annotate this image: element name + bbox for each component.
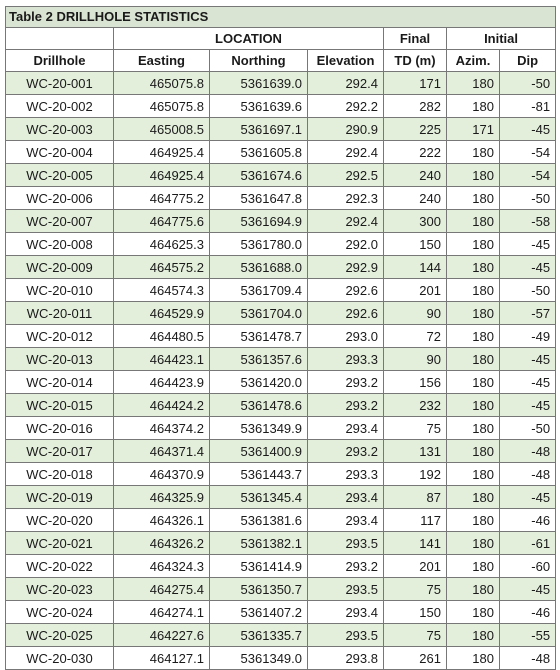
easting-cell: 464925.4 <box>114 141 210 164</box>
td-cell: 232 <box>384 394 447 417</box>
td-cell: 75 <box>384 417 447 440</box>
azimuth-cell: 180 <box>447 509 500 532</box>
easting-cell: 464374.2 <box>114 417 210 440</box>
table-row <box>6 440 556 463</box>
td-cell: 240 <box>384 164 447 187</box>
td-cell: 201 <box>384 279 447 302</box>
azimuth-cell: 180 <box>447 532 500 555</box>
easting-cell: 464371.4 <box>114 440 210 463</box>
easting-cell: 464423.1 <box>114 348 210 371</box>
azimuth-cell: 180 <box>447 187 500 210</box>
dip-cell: -45 <box>500 233 556 256</box>
td-cell: 192 <box>384 463 447 486</box>
azimuth-cell: 180 <box>447 578 500 601</box>
table-body <box>6 72 556 670</box>
elevation-cell: 293.5 <box>308 624 384 647</box>
drillhole-cell: WC-20-001 <box>6 72 114 95</box>
dip-cell: -45 <box>500 118 556 141</box>
table-row <box>6 417 556 440</box>
td-cell: 90 <box>384 302 447 325</box>
drillhole-cell: WC-20-017 <box>6 440 114 463</box>
azimuth-cell: 180 <box>447 624 500 647</box>
location-group-header: LOCATION <box>114 28 384 50</box>
easting-cell: 465075.8 <box>114 95 210 118</box>
azimuth-cell: 180 <box>447 325 500 348</box>
td-cell: 150 <box>384 601 447 624</box>
elevation-cell: 293.2 <box>308 394 384 417</box>
drillhole-cell: WC-20-010 <box>6 279 114 302</box>
northing-cell: 5361674.6 <box>210 164 308 187</box>
table-row <box>6 141 556 164</box>
azimuth-cell: 180 <box>447 210 500 233</box>
elevation-cell: 292.4 <box>308 141 384 164</box>
elevation-cell: 292.4 <box>308 72 384 95</box>
northing-cell: 5361414.9 <box>210 555 308 578</box>
easting-cell: 465008.5 <box>114 118 210 141</box>
northing-cell: 5361350.7 <box>210 578 308 601</box>
elevation-cell: 293.0 <box>308 325 384 348</box>
azimuth-cell: 180 <box>447 72 500 95</box>
azimuth-cell: 180 <box>447 164 500 187</box>
column-header-drillhole: Drillhole <box>6 50 114 72</box>
azimuth-cell: 180 <box>447 348 500 371</box>
drillhole-cell: WC-20-019 <box>6 486 114 509</box>
dip-cell: -50 <box>500 417 556 440</box>
dip-cell: -58 <box>500 210 556 233</box>
azimuth-cell: 180 <box>447 417 500 440</box>
table-row <box>6 348 556 371</box>
easting-cell: 464575.2 <box>114 256 210 279</box>
dip-cell: -81 <box>500 95 556 118</box>
northing-cell: 5361478.6 <box>210 394 308 417</box>
table-row <box>6 233 556 256</box>
drillhole-cell: WC-20-011 <box>6 302 114 325</box>
northing-cell: 5361709.4 <box>210 279 308 302</box>
td-cell: 72 <box>384 325 447 348</box>
drillhole-cell: WC-20-024 <box>6 601 114 624</box>
easting-cell: 464324.3 <box>114 555 210 578</box>
northing-cell: 5361335.7 <box>210 624 308 647</box>
dip-cell: -45 <box>500 348 556 371</box>
easting-cell: 464325.9 <box>114 486 210 509</box>
table-row <box>6 601 556 624</box>
elevation-cell: 293.4 <box>308 601 384 624</box>
elevation-cell: 292.6 <box>308 279 384 302</box>
dip-cell: -54 <box>500 141 556 164</box>
drillhole-cell: WC-20-020 <box>6 509 114 532</box>
td-cell: 75 <box>384 578 447 601</box>
easting-cell: 464480.5 <box>114 325 210 348</box>
td-cell: 201 <box>384 555 447 578</box>
td-cell: 87 <box>384 486 447 509</box>
easting-cell: 464127.1 <box>114 647 210 670</box>
northing-cell: 5361639.0 <box>210 72 308 95</box>
table-row <box>6 256 556 279</box>
northing-cell: 5361407.2 <box>210 601 308 624</box>
td-cell: 225 <box>384 118 447 141</box>
elevation-cell: 293.2 <box>308 440 384 463</box>
elevation-cell: 292.6 <box>308 302 384 325</box>
northing-cell: 5361400.9 <box>210 440 308 463</box>
northing-cell: 5361688.0 <box>210 256 308 279</box>
column-header-easting: Easting <box>114 50 210 72</box>
elevation-cell: 293.4 <box>308 417 384 440</box>
table-row <box>6 164 556 187</box>
drillhole-cell: WC-20-022 <box>6 555 114 578</box>
elevation-cell: 293.3 <box>308 463 384 486</box>
dip-cell: -55 <box>500 624 556 647</box>
drillhole-cell: WC-20-013 <box>6 348 114 371</box>
drillhole-cell: WC-20-014 <box>6 371 114 394</box>
dip-cell: -45 <box>500 578 556 601</box>
elevation-cell: 290.9 <box>308 118 384 141</box>
dip-cell: -45 <box>500 394 556 417</box>
azimuth-cell: 180 <box>447 95 500 118</box>
easting-cell: 464275.4 <box>114 578 210 601</box>
dip-cell: -48 <box>500 647 556 670</box>
azimuth-cell: 180 <box>447 555 500 578</box>
final-group-header: Final <box>384 28 447 50</box>
drillhole-cell: WC-20-005 <box>6 164 114 187</box>
dip-cell: -45 <box>500 486 556 509</box>
td-cell: 144 <box>384 256 447 279</box>
easting-cell: 464625.3 <box>114 233 210 256</box>
elevation-cell: 293.4 <box>308 486 384 509</box>
drillhole-cell: WC-20-006 <box>6 187 114 210</box>
drillhole-cell: WC-20-003 <box>6 118 114 141</box>
column-header-elevation: Elevation <box>308 50 384 72</box>
azimuth-cell: 180 <box>447 279 500 302</box>
easting-cell: 464775.2 <box>114 187 210 210</box>
dip-cell: -49 <box>500 325 556 348</box>
easting-cell: 465075.8 <box>114 72 210 95</box>
elevation-cell: 293.8 <box>308 647 384 670</box>
table-title: Table 2 DRILLHOLE STATISTICS <box>6 7 556 28</box>
table-row <box>6 578 556 601</box>
azimuth-cell: 180 <box>447 440 500 463</box>
northing-cell: 5361605.8 <box>210 141 308 164</box>
elevation-cell: 293.2 <box>308 371 384 394</box>
table-row <box>6 371 556 394</box>
northing-cell: 5361349.9 <box>210 417 308 440</box>
table-row <box>6 325 556 348</box>
td-cell: 90 <box>384 348 447 371</box>
table-row <box>6 302 556 325</box>
northing-cell: 5361697.1 <box>210 118 308 141</box>
dip-cell: -48 <box>500 440 556 463</box>
table-row <box>6 624 556 647</box>
dip-cell: -60 <box>500 555 556 578</box>
northing-cell: 5361443.7 <box>210 463 308 486</box>
easting-cell: 464775.6 <box>114 210 210 233</box>
northing-cell: 5361382.1 <box>210 532 308 555</box>
northing-cell: 5361647.8 <box>210 187 308 210</box>
drillhole-cell: WC-20-004 <box>6 141 114 164</box>
drillhole-cell: WC-20-023 <box>6 578 114 601</box>
table-row <box>6 394 556 417</box>
easting-cell: 464227.6 <box>114 624 210 647</box>
azimuth-cell: 180 <box>447 141 500 164</box>
northing-cell: 5361349.0 <box>210 647 308 670</box>
table-row <box>6 118 556 141</box>
drillhole-cell: WC-20-016 <box>6 417 114 440</box>
drillhole-statistics-table-container <box>5 6 555 670</box>
td-cell: 261 <box>384 647 447 670</box>
td-cell: 171 <box>384 72 447 95</box>
td-cell: 282 <box>384 95 447 118</box>
dip-cell: -46 <box>500 601 556 624</box>
table-row <box>6 95 556 118</box>
northing-cell: 5361357.6 <box>210 348 308 371</box>
northing-cell: 5361704.0 <box>210 302 308 325</box>
elevation-cell: 292.9 <box>308 256 384 279</box>
easting-cell: 464424.2 <box>114 394 210 417</box>
northing-cell: 5361478.7 <box>210 325 308 348</box>
td-cell: 300 <box>384 210 447 233</box>
td-cell: 150 <box>384 233 447 256</box>
td-cell: 141 <box>384 532 447 555</box>
td-cell: 222 <box>384 141 447 164</box>
dip-cell: -50 <box>500 279 556 302</box>
drillhole-statistics-table <box>5 6 556 670</box>
column-header-td: TD (m) <box>384 50 447 72</box>
table-row <box>6 647 556 670</box>
azimuth-cell: 180 <box>447 371 500 394</box>
drillhole-cell: WC-20-008 <box>6 233 114 256</box>
northing-cell: 5361780.0 <box>210 233 308 256</box>
drillhole-cell: WC-20-007 <box>6 210 114 233</box>
elevation-cell: 292.3 <box>308 187 384 210</box>
elevation-cell: 292.0 <box>308 233 384 256</box>
dip-cell: -50 <box>500 187 556 210</box>
column-header-dip: Dip <box>500 50 556 72</box>
elevation-cell: 292.2 <box>308 95 384 118</box>
northing-cell: 5361420.0 <box>210 371 308 394</box>
drillhole-cell: WC-20-021 <box>6 532 114 555</box>
easting-cell: 464370.9 <box>114 463 210 486</box>
azimuth-cell: 180 <box>447 463 500 486</box>
drillhole-cell: WC-20-025 <box>6 624 114 647</box>
azimuth-cell: 180 <box>447 486 500 509</box>
azimuth-cell: 180 <box>447 394 500 417</box>
table-row <box>6 532 556 555</box>
drillhole-cell: WC-20-030 <box>6 647 114 670</box>
elevation-cell: 293.4 <box>308 509 384 532</box>
northing-cell: 5361639.6 <box>210 95 308 118</box>
northing-cell: 5361694.9 <box>210 210 308 233</box>
easting-cell: 464925.4 <box>114 164 210 187</box>
table-row <box>6 486 556 509</box>
elevation-cell: 292.4 <box>308 210 384 233</box>
dip-cell: -45 <box>500 256 556 279</box>
elevation-cell: 293.3 <box>308 348 384 371</box>
azimuth-cell: 180 <box>447 601 500 624</box>
drillhole-cell: WC-20-018 <box>6 463 114 486</box>
table-row <box>6 555 556 578</box>
easting-cell: 464326.2 <box>114 532 210 555</box>
table-row <box>6 187 556 210</box>
td-cell: 75 <box>384 624 447 647</box>
table-row <box>6 509 556 532</box>
azimuth-cell: 171 <box>447 118 500 141</box>
dip-cell: -54 <box>500 164 556 187</box>
dip-cell: -46 <box>500 509 556 532</box>
td-cell: 156 <box>384 371 447 394</box>
easting-cell: 464574.3 <box>114 279 210 302</box>
azimuth-cell: 180 <box>447 233 500 256</box>
easting-cell: 464326.1 <box>114 509 210 532</box>
northing-cell: 5361381.6 <box>210 509 308 532</box>
dip-cell: -57 <box>500 302 556 325</box>
td-cell: 131 <box>384 440 447 463</box>
easting-cell: 464274.1 <box>114 601 210 624</box>
elevation-cell: 293.5 <box>308 532 384 555</box>
azimuth-cell: 180 <box>447 302 500 325</box>
td-cell: 240 <box>384 187 447 210</box>
drillhole-cell: WC-20-009 <box>6 256 114 279</box>
dip-cell: -61 <box>500 532 556 555</box>
table-row <box>6 279 556 302</box>
elevation-cell: 293.5 <box>308 578 384 601</box>
table-row <box>6 72 556 95</box>
column-header-northing: Northing <box>210 50 308 72</box>
dip-cell: -48 <box>500 463 556 486</box>
blank-header-cell <box>6 28 114 50</box>
table-row <box>6 210 556 233</box>
dip-cell: -45 <box>500 371 556 394</box>
table-row <box>6 463 556 486</box>
drillhole-cell: WC-20-015 <box>6 394 114 417</box>
elevation-cell: 292.5 <box>308 164 384 187</box>
td-cell: 117 <box>384 509 447 532</box>
easting-cell: 464529.9 <box>114 302 210 325</box>
azimuth-cell: 180 <box>447 647 500 670</box>
drillhole-cell: WC-20-012 <box>6 325 114 348</box>
elevation-cell: 293.2 <box>308 555 384 578</box>
drillhole-cell: WC-20-002 <box>6 95 114 118</box>
column-header-azimuth: Azim. <box>447 50 500 72</box>
northing-cell: 5361345.4 <box>210 486 308 509</box>
easting-cell: 464423.9 <box>114 371 210 394</box>
dip-cell: -50 <box>500 72 556 95</box>
initial-group-header: Initial <box>447 28 556 50</box>
azimuth-cell: 180 <box>447 256 500 279</box>
